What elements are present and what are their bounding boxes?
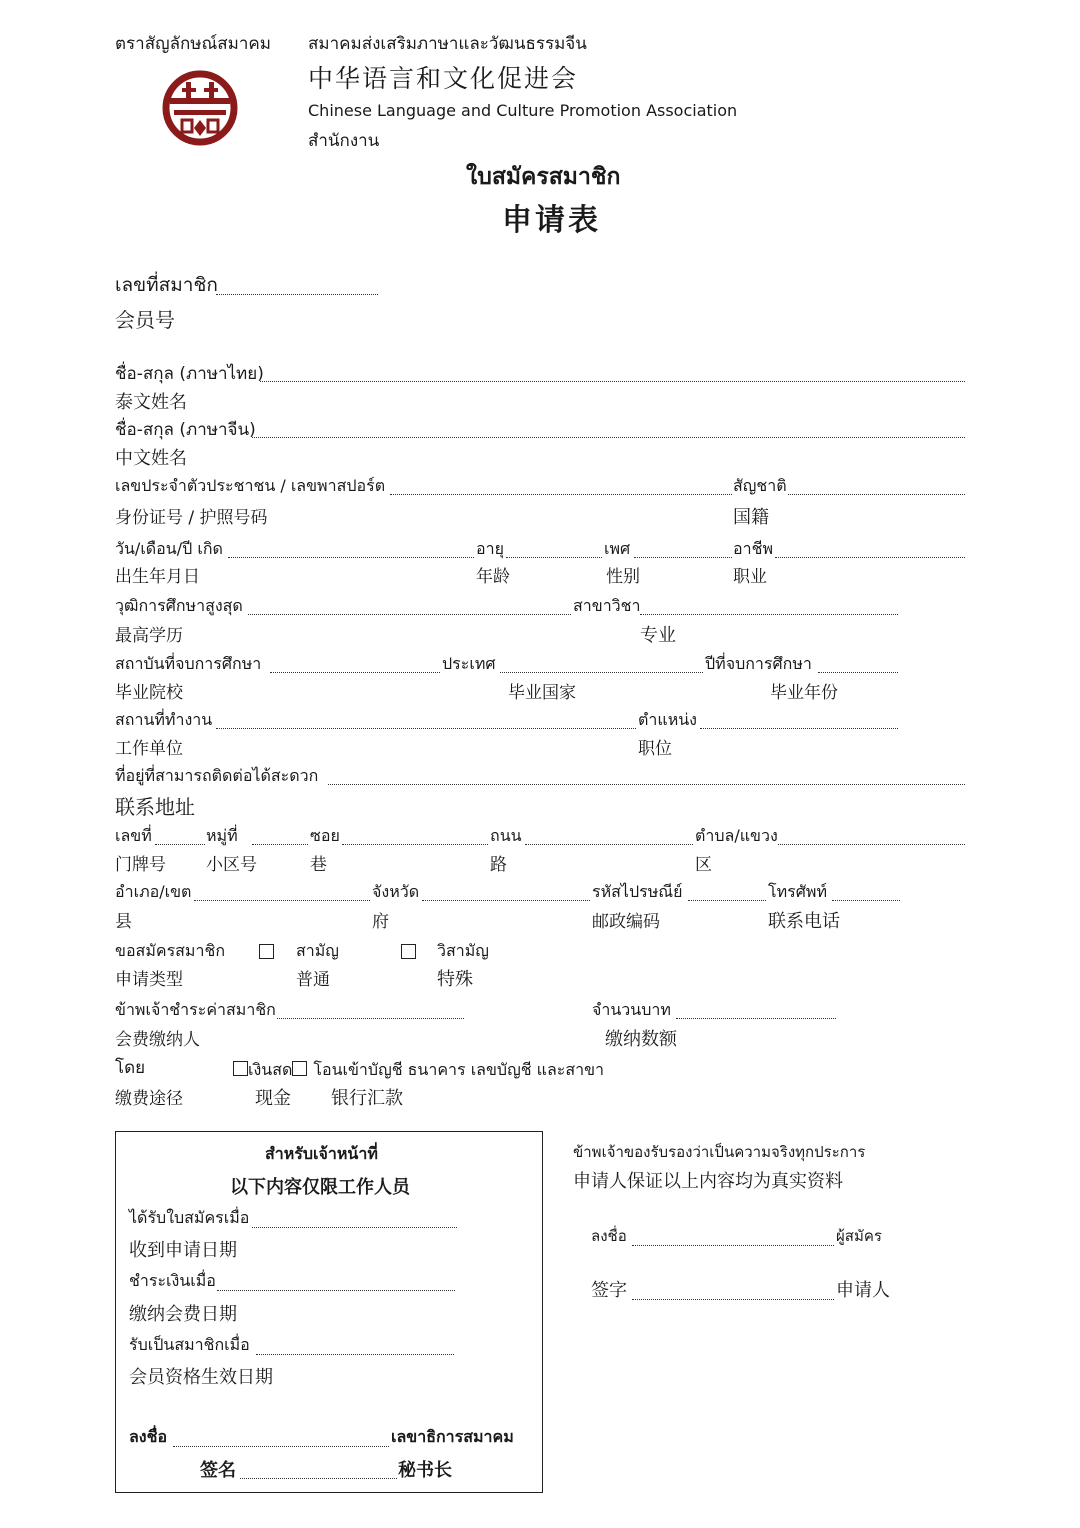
moo-field[interactable] — [252, 844, 308, 845]
secretary-label: เลขาธิการสมาคม — [391, 1427, 514, 1446]
address-label: ที่อยู่ที่สามารถติดต่อได้สะดวก — [115, 766, 319, 785]
age-label: อายุ — [476, 539, 504, 558]
district-field[interactable] — [194, 900, 370, 901]
staff-sign-label: ลงชื่อ — [129, 1427, 168, 1446]
applicant-sign-field[interactable] — [632, 1245, 834, 1246]
district-label: อำเภอ/เขต — [115, 882, 192, 901]
education-label: วุฒิการศึกษาสูงสุด — [115, 596, 243, 615]
province-label: จังหวัด — [372, 882, 420, 901]
age-field[interactable] — [506, 557, 602, 558]
applicant-sign-label: ลงชื่อ — [591, 1227, 627, 1245]
soi-label: ซอย — [310, 826, 340, 845]
payer-field[interactable] — [277, 1018, 464, 1019]
org-name-thai: สมาคมส่งเสริมภาษาและวัฒนธรรมจีน — [308, 34, 587, 54]
workplace-field[interactable] — [216, 728, 636, 729]
grad-year-label-cn: 毕业年份 — [770, 683, 838, 703]
province-field[interactable] — [422, 900, 590, 901]
birth-date-label: วัน/เดือน/ปี เกิด — [115, 539, 223, 558]
province-label-cn: 府 — [372, 912, 389, 932]
name-thai-field[interactable] — [260, 381, 965, 382]
country-label: ประเทศ — [442, 654, 496, 673]
subdistrict-field[interactable] — [778, 844, 965, 845]
cash-checkbox[interactable] — [233, 1061, 248, 1076]
moo-label-cn: 小区号 — [206, 855, 257, 875]
phone-label-cn: 联系电话 — [768, 911, 840, 932]
paid-label: ชำระเงินเมื่อ — [129, 1271, 216, 1290]
member-no-field[interactable] — [216, 294, 378, 295]
type-regular-checkbox[interactable] — [259, 944, 274, 959]
method-label-cn: 缴费途径 — [115, 1089, 183, 1109]
occupation-label-cn: 职业 — [733, 567, 767, 587]
member-since-label: รับเป็นสมาชิกเมื่อ — [129, 1335, 250, 1354]
education-label-cn: 最高学历 — [115, 626, 183, 646]
birth-date-field[interactable] — [228, 557, 474, 558]
staff-sign-field[interactable] — [173, 1446, 389, 1447]
soi-field[interactable] — [342, 844, 488, 845]
name-chinese-label-cn: 中文姓名 — [115, 448, 187, 469]
applicant-sign-label-cn: 签字 — [591, 1280, 627, 1301]
member-since-field[interactable] — [256, 1354, 454, 1355]
received-label-cn: 收到申请日期 — [129, 1240, 237, 1261]
soi-label-cn: 巷 — [310, 855, 327, 875]
house-no-label-cn: 门牌号 — [115, 855, 166, 875]
paid-field[interactable] — [217, 1290, 455, 1291]
phone-field[interactable] — [832, 900, 900, 901]
school-label: สถาบันที่จบการศึกษา — [115, 654, 262, 673]
title-thai: ใบสมัครสมาชิก — [466, 164, 621, 190]
nationality-label-cn: 国籍 — [733, 507, 769, 528]
birth-date-label-cn: 出生年月日 — [115, 567, 200, 587]
transfer-checkbox[interactable] — [292, 1061, 307, 1076]
name-chinese-field[interactable] — [252, 437, 965, 438]
road-label-cn: 路 — [490, 855, 507, 875]
association-seal-icon — [160, 68, 240, 148]
major-field[interactable] — [640, 614, 898, 615]
nationality-label: สัญชาติ — [733, 476, 787, 495]
staff-sign-label-cn: 签名 — [200, 1460, 236, 1481]
type-special-checkbox[interactable] — [401, 944, 416, 959]
position-label-cn: 职位 — [638, 739, 672, 759]
id-no-label: เลขประจำตัวประชาชน / เลขพาสปอร์ต — [115, 476, 386, 495]
house-no-label: เลขที่ — [115, 826, 152, 845]
secretary-label-cn: 秘书长 — [398, 1460, 452, 1481]
position-label: ตำแหน่ง — [638, 710, 697, 729]
nationality-field[interactable] — [788, 494, 965, 495]
school-label-cn: 毕业院校 — [115, 683, 183, 703]
grad-year-label: ปีที่จบการศึกษา — [705, 654, 812, 673]
staff-sign-field-cn[interactable] — [240, 1478, 397, 1479]
member-since-label-cn: 会员资格生效日期 — [129, 1367, 273, 1388]
applicant-label-cn: 申请人 — [836, 1280, 890, 1301]
received-label: ได้รับใบสมัครเมื่อ — [129, 1208, 250, 1227]
member-no-label-cn: 会员号 — [115, 308, 175, 332]
major-label: สาขาวิชา — [573, 596, 641, 615]
org-name-chinese: 中华语言和文化促进会 — [308, 64, 579, 93]
country-label-cn: 毕业国家 — [508, 683, 576, 703]
office-label: สำนักงาน — [308, 131, 380, 151]
amount-label: จำนวนบาท — [592, 1000, 671, 1019]
occupation-field[interactable] — [775, 557, 965, 558]
type-special-label-cn: 特殊 — [437, 969, 473, 990]
postcode-label-cn: 邮政编码 — [592, 912, 660, 932]
received-field[interactable] — [252, 1227, 457, 1228]
name-chinese-label: ชื่อ-สกุล (ภาษาจีน) — [115, 420, 256, 440]
road-label: ถนน — [490, 826, 522, 845]
method-label: โดย — [115, 1058, 146, 1078]
road-field[interactable] — [525, 844, 693, 845]
seal-caption: ตราสัญลักษณ์สมาคม — [115, 34, 271, 54]
id-no-field[interactable] — [390, 494, 732, 495]
payer-label-cn: 会费缴纳人 — [115, 1030, 200, 1050]
applicant-label: ผู้สมัคร — [836, 1227, 882, 1245]
phone-label: โทรศัพท์ — [768, 882, 827, 901]
transfer-label: โอนเข้าบัญชี ธนาคาร เลขบัญชี และสาขา — [313, 1060, 605, 1079]
workplace-label-cn: 工作单位 — [115, 739, 183, 759]
type-regular-label: สามัญ — [296, 941, 339, 960]
education-field[interactable] — [248, 614, 571, 615]
district-label-cn: 县 — [115, 912, 132, 932]
address-field[interactable] — [328, 784, 965, 785]
cash-label-cn: 现金 — [255, 1088, 291, 1109]
applicant-sign-field-cn[interactable] — [632, 1299, 834, 1300]
cash-label: เงินสด — [248, 1060, 293, 1079]
title-chinese: 申请表 — [502, 203, 601, 238]
declaration-thai: ข้าพเจ้าของรับรองว่าเป็นความจริงทุกประการ — [573, 1143, 866, 1161]
sex-label: เพศ — [604, 539, 631, 558]
moo-label: หมู่ที่ — [206, 826, 238, 845]
staff-title-thai: สำหรับเจ้าหน้าที่ — [265, 1144, 378, 1163]
transfer-label-cn: 银行汇款 — [331, 1088, 403, 1109]
name-thai-label-cn: 泰文姓名 — [115, 392, 187, 413]
address-label-cn: 联系地址 — [115, 795, 195, 819]
payer-label: ข้าพเจ้าชำระค่าสมาชิก — [115, 1000, 276, 1019]
house-no-field[interactable] — [155, 844, 205, 845]
type-label-cn: 申请类型 — [115, 970, 183, 990]
type-special-label: วิสามัญ — [437, 941, 489, 960]
grad-year-field[interactable] — [818, 672, 898, 673]
position-field[interactable] — [700, 728, 898, 729]
method-options — [233, 1061, 604, 1078]
subdistrict-label-cn: 区 — [695, 855, 712, 875]
postcode-field[interactable] — [688, 900, 766, 901]
occupation-label: อาชีพ — [733, 539, 773, 558]
name-thai-label: ชื่อ-สกุล (ภาษาไทย) — [115, 364, 264, 384]
staff-title-chinese: 以下内容仅限工作人员 — [230, 1177, 410, 1198]
id-no-label-cn: 身份证号 / 护照号码 — [115, 508, 268, 528]
paid-label-cn: 缴纳会费日期 — [129, 1304, 237, 1325]
major-label-cn: 专业 — [640, 625, 676, 646]
school-field[interactable] — [270, 672, 440, 673]
workplace-label: สถานที่ทำงาน — [115, 710, 213, 729]
org-name-english: Chinese Language and Culture Promotion Association — [308, 101, 738, 120]
subdistrict-label: ตำบล/แขวง — [695, 826, 778, 845]
type-regular-label-cn: 普通 — [296, 970, 330, 990]
postcode-label: รหัสไปรษณีย์ — [592, 882, 683, 901]
sex-label-cn: 性别 — [606, 567, 640, 587]
amount-field[interactable] — [676, 1018, 836, 1019]
country-field[interactable] — [500, 672, 703, 673]
member-no-label: เลขที่สมาชิก — [115, 274, 218, 296]
amount-label-cn: 缴纳数额 — [605, 1029, 677, 1050]
declaration-chinese: 申请人保证以上内容均为真实资料 — [573, 1171, 843, 1192]
sex-field[interactable] — [634, 557, 732, 558]
age-label-cn: 年龄 — [476, 567, 510, 587]
type-label: ขอสมัครสมาชิก — [115, 941, 225, 960]
